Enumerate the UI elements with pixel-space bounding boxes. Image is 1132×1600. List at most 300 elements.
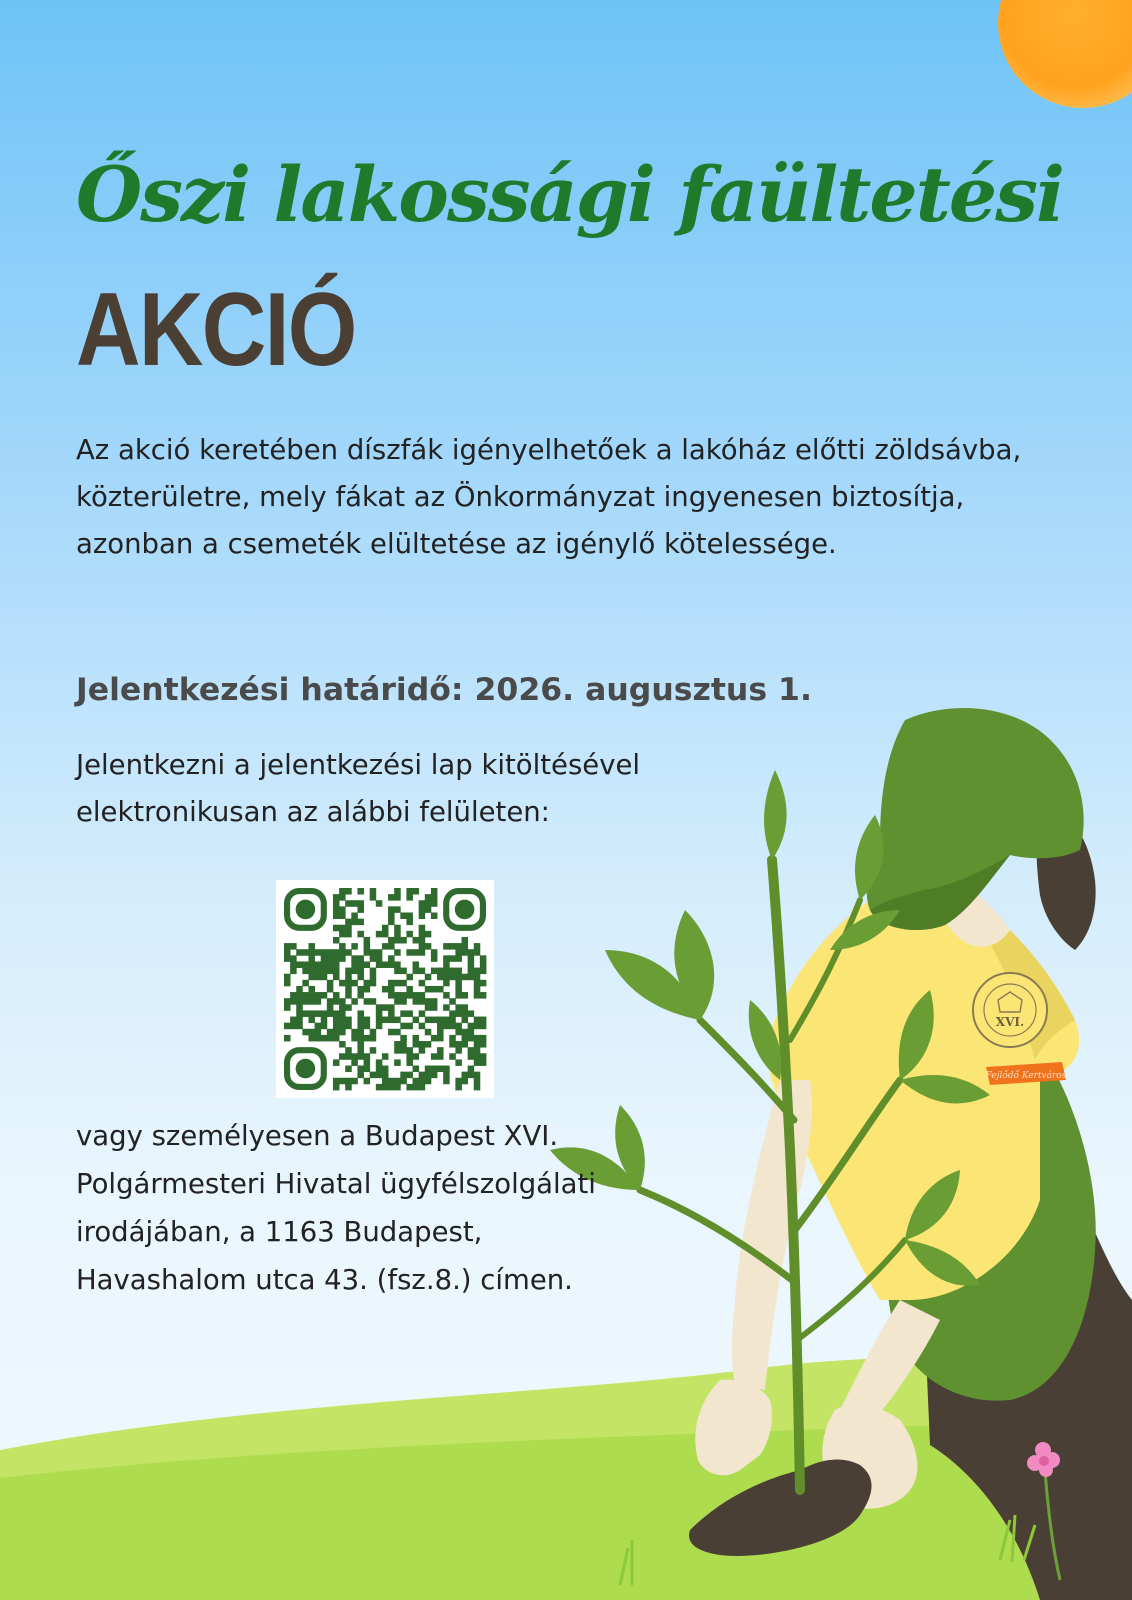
qr-module: [406, 919, 413, 926]
qr-module: [474, 1023, 481, 1030]
qr-module: [364, 1023, 371, 1030]
qr-module: [308, 1017, 315, 1024]
qr-module: [474, 968, 481, 975]
qr-module: [351, 912, 358, 919]
qr-module: [406, 894, 413, 901]
qr-module: [394, 1041, 401, 1048]
qr-module: [357, 906, 364, 913]
qr-module: [480, 1017, 487, 1024]
qr-module: [357, 900, 364, 907]
qr-module: [425, 900, 432, 907]
qr-module: [302, 992, 309, 999]
in-person-instructions: vagy személyesen a Budapest XVI. Polgármesteri Hivatal ügyfélszolgálati irodájában, a 1163 Budapest, Havashalom utca 43. (fsz.8.) címen.: [76, 1120, 596, 1296]
qr-module: [339, 1078, 346, 1085]
qr-module: [333, 1029, 340, 1036]
qr-module: [339, 955, 346, 962]
qr-module: [327, 1004, 334, 1011]
qr-module: [388, 1078, 395, 1085]
qr-module: [308, 1010, 315, 1017]
qr-module: [284, 949, 291, 956]
qr-module: [327, 980, 334, 987]
qr-module: [443, 1078, 450, 1085]
qr-module: [302, 961, 309, 968]
qr-module: [315, 949, 322, 956]
qr-module: [443, 992, 450, 999]
qr-module: [388, 937, 395, 944]
qr-module: [437, 1035, 444, 1042]
qr-module: [364, 961, 371, 968]
qr-module: [339, 943, 346, 950]
qr-module: [339, 1017, 346, 1024]
qr-module: [351, 955, 358, 962]
qr-module: [290, 1023, 297, 1030]
qr-module: [364, 1017, 371, 1024]
qr-module: [455, 974, 462, 981]
qr-module: [462, 992, 469, 999]
qr-module: [333, 906, 340, 913]
qr-module: [400, 937, 407, 944]
qr-module: [437, 1053, 444, 1060]
qr-module: [370, 998, 377, 1005]
qr-module: [351, 968, 358, 975]
qr-module: [474, 974, 481, 981]
qr-module: [406, 949, 413, 956]
qr-module: [370, 955, 377, 962]
qr-module: [364, 1078, 371, 1085]
qr-module: [419, 925, 426, 932]
qr-module: [321, 974, 328, 981]
qr-module: [449, 1053, 456, 1060]
qr-module: [449, 1017, 456, 1024]
qr-module: [327, 955, 334, 962]
qr-module: [351, 900, 358, 907]
qr-module: [333, 961, 340, 968]
qr-module: [357, 974, 364, 981]
qr-module: [339, 931, 346, 938]
qr-module: [406, 1023, 413, 1030]
qr-module: [455, 1041, 462, 1048]
qr-module: [462, 1029, 469, 1036]
qr-module: [419, 900, 426, 907]
qr-module: [406, 1047, 413, 1054]
qr-module: [382, 1072, 389, 1079]
district-seal-icon: [973, 973, 1047, 1047]
qr-module: [370, 894, 377, 901]
qr-module: [376, 1072, 383, 1079]
qr-module: [302, 1010, 309, 1017]
qr-module: [431, 1017, 438, 1024]
qr-module: [351, 1029, 358, 1036]
qr-module: [468, 1053, 475, 1060]
qr-module: [284, 974, 291, 981]
qr-module: [449, 1035, 456, 1042]
qr-module: [382, 961, 389, 968]
qr-module: [339, 949, 346, 956]
qr-module: [449, 974, 456, 981]
qr-module: [462, 937, 469, 944]
qr-module: [364, 1035, 371, 1042]
qr-module: [364, 1053, 371, 1060]
qr-module: [382, 943, 389, 950]
qr-module: [468, 1035, 475, 1042]
qr-module: [321, 1023, 328, 1030]
qr-module: [339, 906, 346, 913]
qr-module: [364, 937, 371, 944]
qr-module: [302, 949, 309, 956]
qr-module: [394, 906, 401, 913]
qr-module: [437, 1047, 444, 1054]
qr-module: [345, 1004, 352, 1011]
qr-module: [449, 1023, 456, 1030]
qr-module: [413, 937, 420, 944]
qr-module: [388, 1010, 395, 1017]
qr-module: [394, 888, 401, 895]
qr-module: [382, 1084, 389, 1091]
qr-module: [443, 1072, 450, 1079]
qr-module: [339, 1053, 346, 1060]
qr-module: [480, 992, 487, 999]
qr-module: [388, 912, 395, 919]
qr-module: [308, 1035, 315, 1042]
qr-module: [308, 968, 315, 975]
qr-module: [480, 961, 487, 968]
qr-module: [406, 974, 413, 981]
qr-module: [345, 992, 352, 999]
qr-module: [468, 1047, 475, 1054]
qr-module: [400, 1047, 407, 1054]
qr-module: [357, 1066, 364, 1073]
qr-module: [388, 980, 395, 987]
qr-module: [351, 919, 358, 926]
qr-module: [443, 943, 450, 950]
qr-module: [339, 925, 346, 932]
qr-module: [339, 1010, 346, 1017]
qr-module: [394, 931, 401, 938]
qr-module: [333, 925, 340, 932]
qr-module: [425, 931, 432, 938]
qr-module: [357, 1017, 364, 1024]
qr-module: [468, 955, 475, 962]
qr-module: [357, 1072, 364, 1079]
qr-module: [419, 906, 426, 913]
qr-module: [345, 1084, 352, 1091]
qr-module: [327, 949, 334, 956]
qr-module: [388, 1004, 395, 1011]
qr-module: [327, 1035, 334, 1042]
qr-module: [345, 974, 352, 981]
qr-module: [284, 998, 291, 1005]
qr-module: [443, 1017, 450, 1024]
seal-label: XVI.: [995, 1015, 1025, 1029]
qr-module: [345, 986, 352, 993]
qr-module: [413, 888, 420, 895]
qr-module: [388, 986, 395, 993]
qr-module: [462, 974, 469, 981]
qr-module: [419, 1023, 426, 1030]
qr-module: [425, 986, 432, 993]
qr-module: [425, 1041, 432, 1048]
qr-module: [468, 961, 475, 968]
qr-module: [370, 968, 377, 975]
qr-module: [376, 1066, 383, 1073]
qr-module: [419, 1010, 426, 1017]
qr-module: [296, 1004, 303, 1011]
qr-module: [419, 1084, 426, 1091]
qr-module: [357, 931, 364, 938]
qr-module: [284, 1004, 291, 1011]
qr-module: [339, 894, 346, 901]
qr-module: [419, 1041, 426, 1048]
qr-module: [290, 943, 297, 950]
qr-module: [351, 1035, 358, 1042]
qr-module: [474, 980, 481, 987]
qr-module: [462, 1035, 469, 1042]
qr-module: [437, 1017, 444, 1024]
qr-module: [376, 1017, 383, 1024]
qr-module: [394, 980, 401, 987]
qr-module: [357, 919, 364, 926]
qr-code[interactable]: [276, 880, 494, 1098]
qr-module: [394, 925, 401, 932]
qr-module: [333, 1010, 340, 1017]
qr-module: [474, 1041, 481, 1048]
qr-module: [437, 1029, 444, 1036]
qr-module: [400, 980, 407, 987]
qr-module: [315, 1023, 322, 1030]
qr-module: [443, 961, 450, 968]
qr-module: [394, 1084, 401, 1091]
qr-module: [394, 949, 401, 956]
qr-module: [333, 968, 340, 975]
qr-module: [480, 968, 487, 975]
qr-module: [376, 900, 383, 907]
qr-module: [290, 1017, 297, 1024]
qr-module: [443, 968, 450, 975]
qr-module: [382, 986, 389, 993]
qr-module: [376, 1084, 383, 1091]
qr-module: [302, 968, 309, 975]
qr-module: [455, 1004, 462, 1011]
qr-module: [419, 998, 426, 1005]
qr-module: [308, 943, 315, 950]
qr-module: [462, 1010, 469, 1017]
qr-module: [345, 931, 352, 938]
qr-module: [425, 1017, 432, 1024]
qr-module: [474, 943, 481, 950]
qr-module: [364, 943, 371, 950]
qr-module: [394, 937, 401, 944]
qr-module: [333, 949, 340, 956]
qr-module: [425, 1029, 432, 1036]
qr-module: [370, 1047, 377, 1054]
qr-module: [284, 980, 291, 987]
qr-module: [455, 949, 462, 956]
qr-module: [376, 1004, 383, 1011]
qr-module: [419, 980, 426, 987]
qr-module: [284, 1023, 291, 1030]
qr-module: [327, 986, 334, 993]
qr-module: [413, 961, 420, 968]
qr-module: [394, 1059, 401, 1066]
qr-module: [406, 986, 413, 993]
qr-module: [406, 1059, 413, 1066]
qr-module: [370, 1072, 377, 1079]
qr-module: [364, 1066, 371, 1073]
qr-module: [431, 894, 438, 901]
qr-module: [351, 1059, 358, 1066]
qr-module: [315, 998, 322, 1005]
qr-module: [413, 1017, 420, 1024]
qr-module: [333, 1084, 340, 1091]
qr-module: [333, 894, 340, 901]
qr-module: [455, 943, 462, 950]
qr-module: [400, 992, 407, 999]
qr-module: [449, 955, 456, 962]
qr-module: [443, 955, 450, 962]
qr-module: [345, 1053, 352, 1060]
qr-module: [443, 974, 450, 981]
qr-module: [419, 992, 426, 999]
qr-module: [296, 1023, 303, 1030]
qr-module: [382, 1078, 389, 1085]
qr-module: [388, 943, 395, 950]
qr-module: [370, 1029, 377, 1036]
qr-module: [388, 992, 395, 999]
qr-module: [400, 1035, 407, 1042]
qr-module: [333, 1035, 340, 1042]
qr-module: [474, 986, 481, 993]
qr-module: [449, 943, 456, 950]
qr-module: [357, 1010, 364, 1017]
qr-module: [419, 1078, 426, 1085]
qr-module: [364, 980, 371, 987]
qr-module: [425, 906, 432, 913]
qr-module: [382, 1053, 389, 1060]
qr-module: [480, 980, 487, 987]
qr-module: [315, 974, 322, 981]
qr-module: [437, 968, 444, 975]
qr-module: [339, 998, 346, 1005]
qr-module: [474, 949, 481, 956]
qr-module: [345, 968, 352, 975]
qr-module: [345, 1066, 352, 1073]
qr-module: [345, 1023, 352, 1030]
qr-module: [400, 998, 407, 1005]
qr-module: [357, 992, 364, 999]
qr-module: [394, 894, 401, 901]
qr-module: [339, 1029, 346, 1036]
qr-module: [370, 888, 377, 895]
qr-module: [333, 912, 340, 919]
qr-module: [370, 974, 377, 981]
patch-label: Fejlődő Kertváros: [985, 1071, 1067, 1081]
qr-module: [413, 1084, 420, 1091]
qr-module: [364, 998, 371, 1005]
qr-module: [345, 888, 352, 895]
qr-module: [419, 1047, 426, 1054]
qr-module: [474, 1053, 481, 1060]
qr-module: [406, 1053, 413, 1060]
qr-module: [333, 937, 340, 944]
qr-module: [419, 931, 426, 938]
qr-module: [474, 1072, 481, 1079]
qr-module: [425, 1004, 432, 1011]
qr-module: [425, 1066, 432, 1073]
qr-code-image: [276, 880, 494, 1098]
qr-module: [357, 986, 364, 993]
qr-module: [462, 1078, 469, 1085]
qr-module: [455, 980, 462, 987]
qr-module: [351, 961, 358, 968]
qr-module: [462, 949, 469, 956]
qr-module: [419, 937, 426, 944]
qr-module: [462, 1017, 469, 1024]
qr-module: [284, 955, 291, 962]
qr-module: [406, 1010, 413, 1017]
qr-module: [376, 949, 383, 956]
qr-finder-dot: [455, 900, 475, 920]
qr-module: [357, 888, 364, 895]
qr-module: [437, 1023, 444, 1030]
qr-module: [351, 943, 358, 950]
qr-module: [419, 949, 426, 956]
apply-instructions: Jelentkezni a jelentkezési lap kitöltésével elektronikusan az alábbi felületen:: [76, 749, 641, 828]
qr-module: [333, 1017, 340, 1024]
qr-module: [455, 986, 462, 993]
qr-module: [413, 1041, 420, 1048]
qr-module: [474, 1059, 481, 1066]
qr-module: [333, 1078, 340, 1085]
qr-module: [455, 1059, 462, 1066]
qr-module: [382, 1004, 389, 1011]
qr-module: [455, 1023, 462, 1030]
qr-module: [357, 968, 364, 975]
poster-title: Őszi lakossági faültetési: [76, 150, 1063, 239]
qr-finder-dot: [296, 900, 316, 920]
qr-module: [345, 980, 352, 987]
qr-module: [400, 912, 407, 919]
qr-module: [468, 1010, 475, 1017]
qr-module: [431, 1053, 438, 1060]
qr-module: [455, 992, 462, 999]
qr-module: [315, 1010, 322, 1017]
qr-module: [413, 1035, 420, 1042]
qr-module: [468, 1066, 475, 1073]
qr-module: [351, 1078, 358, 1085]
qr-module: [462, 943, 469, 950]
qr-module: [431, 955, 438, 962]
qr-module: [406, 1072, 413, 1079]
qr-module: [443, 1004, 450, 1011]
qr-module: [394, 1029, 401, 1036]
qr-module: [333, 974, 340, 981]
qr-module: [376, 1023, 383, 1030]
qr-module: [376, 931, 383, 938]
qr-module: [388, 1084, 395, 1091]
qr-module: [376, 1059, 383, 1066]
qr-module: [468, 974, 475, 981]
qr-module: [339, 1004, 346, 1011]
qr-module: [357, 1023, 364, 1030]
qr-module: [296, 992, 303, 999]
qr-module: [321, 968, 328, 975]
qr-module: [480, 1035, 487, 1042]
qr-module: [455, 968, 462, 975]
qr-module: [327, 968, 334, 975]
qr-module: [308, 998, 315, 1005]
qr-module: [394, 992, 401, 999]
qr-module: [406, 931, 413, 938]
